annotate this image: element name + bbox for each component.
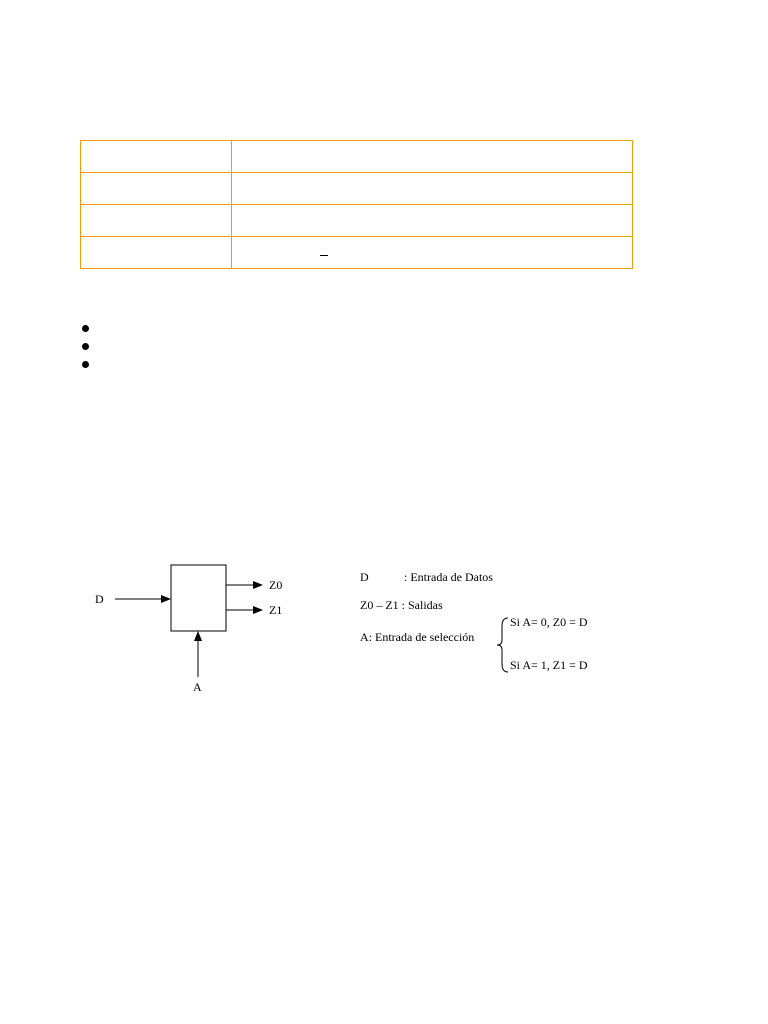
legend-case-0: Si A= 0, Z0 = D <box>510 615 588 629</box>
demux-diagram-svg <box>80 555 320 700</box>
list-item <box>80 356 100 374</box>
table-row <box>81 205 633 237</box>
table-cell <box>232 141 633 173</box>
bullet-icon <box>82 325 89 332</box>
legend-d-key: D <box>360 570 369 584</box>
input-label: D <box>95 592 104 606</box>
demux-diagram <box>80 555 320 700</box>
bullet-icon <box>82 343 89 350</box>
output-label-z1: Z1 <box>269 603 283 617</box>
table-cell <box>81 237 232 269</box>
brace-icon <box>496 616 510 678</box>
bullet-list <box>80 320 100 374</box>
list-item <box>80 338 100 356</box>
output-label-z0: Z0 <box>269 578 283 592</box>
table-cell <box>81 205 232 237</box>
table-row <box>81 141 633 173</box>
legend-select: A: Entrada de selección <box>360 630 475 644</box>
bullet-icon <box>82 361 89 368</box>
legend-d-desc: : Entrada de Datos <box>404 570 493 584</box>
table-row <box>81 237 633 269</box>
select-label: A <box>193 680 202 694</box>
table-cell <box>81 173 232 205</box>
legend-case-1: Si A= 1, Z1 = D <box>510 658 588 672</box>
overbar-mark <box>320 255 328 256</box>
list-item <box>80 320 100 338</box>
orange-table <box>80 140 633 269</box>
table-cell <box>81 141 232 173</box>
table-cell <box>232 173 633 205</box>
table-cell <box>232 237 633 269</box>
diagram-legend <box>360 565 630 685</box>
table-row <box>81 173 633 205</box>
demux-block <box>171 565 226 631</box>
table-cell <box>232 205 633 237</box>
legend-outputs: Z0 – Z1 : Salidas <box>360 598 443 612</box>
